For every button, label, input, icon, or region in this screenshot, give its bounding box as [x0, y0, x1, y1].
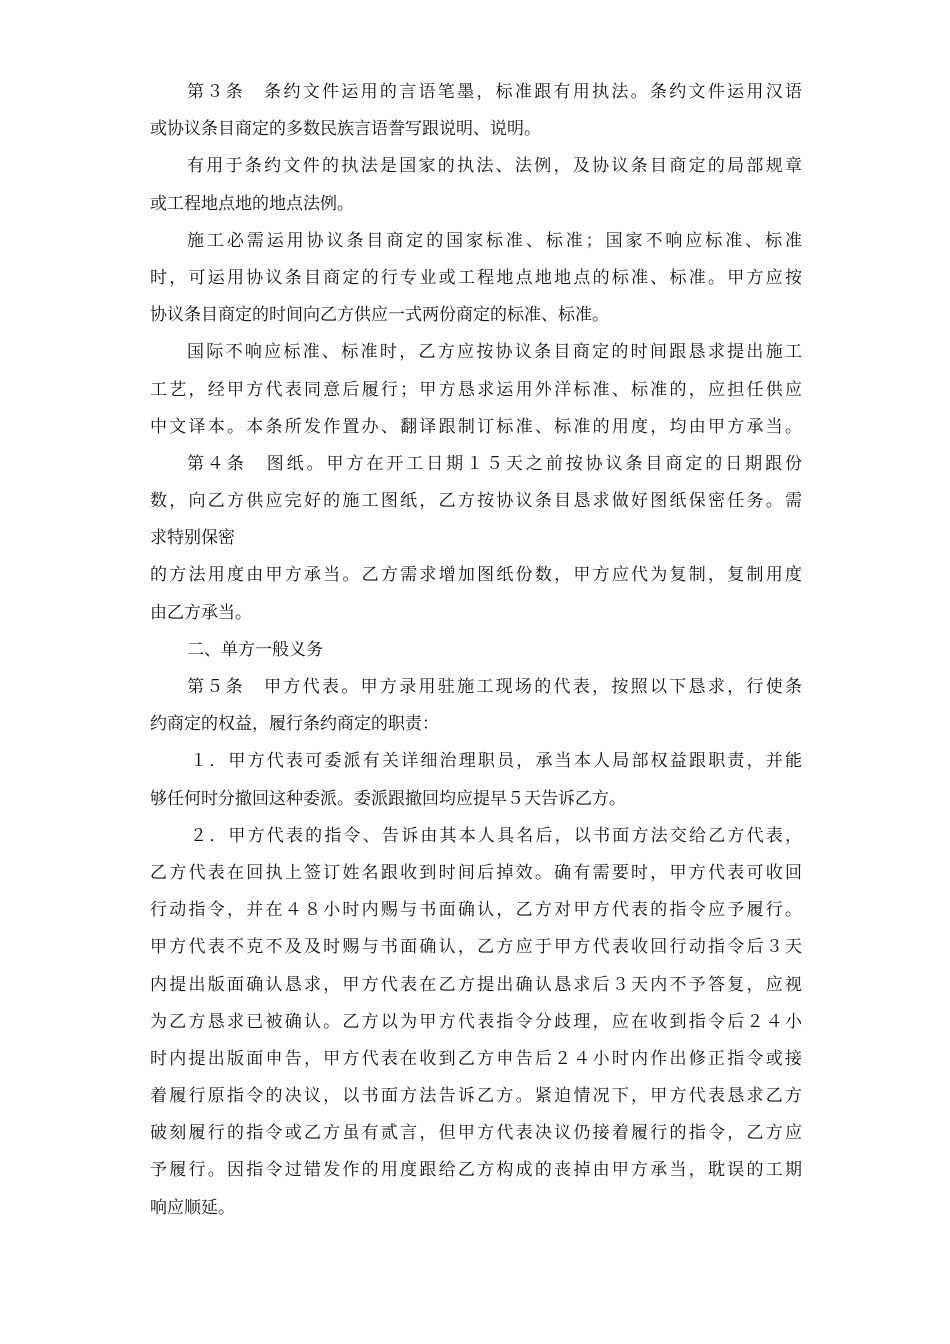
document-page	[150, 74, 802, 1227]
text-line: 第３条 条约文件运用的言语笔墨，标准跟有用执法。条约文件运用汉语	[187, 82, 802, 102]
text-line: 施工必需运用协议条目商定的国家标准、标准；国家不响应标准、标准	[187, 230, 802, 251]
text-line: 数，向乙方供应完好的施工图纸，乙方按协议条目恳求做好图纸保密任务。需	[150, 491, 802, 512]
text-line: 工艺，经甲方代表同意后履行；甲方恳求运用外洋标准、标准的，应担任供应	[150, 379, 802, 400]
text-line: １．甲方代表可委派有关详细治理职员，承当本人局部权益跟职责，并能	[190, 751, 802, 772]
text-line: 时，可运用协议条目商定的行专业或工程地点地地点的标准、标准。甲方应按	[150, 267, 802, 288]
text-line: 着履行原指令的决议，以书面方法告诉乙方。紧迫情况下，甲方代表恳求乙方	[150, 1086, 802, 1107]
text-line: 甲方代表不克不及及时赐与书面确认，乙方应于甲方代表收回行动指令后３天	[150, 937, 802, 958]
text-line: 有用于条约文件的执法是国家的执法、法例，及协议条目商定的局部规章	[187, 156, 802, 177]
text-line: 够任何时分撤回这种委派。委派跟撤回均应提早５天告诉乙方。	[150, 788, 626, 809]
text-line: ２．甲方代表的指令、告诉由其本人具名后，以书面方法交给乙方代表，	[190, 825, 802, 846]
text-line: 第５条 甲方代表。甲方录用驻施工现场的代表，按照以下恳求，行使条	[187, 677, 802, 697]
text-line: 乙方代表在回执上签订姓名跟收到时间后掉效。确有需要时，甲方代表可收回	[150, 862, 802, 883]
text-line: 响应顺延。	[150, 1197, 235, 1218]
text-line: 中文译本。本条所发作置办、翻译跟制订标准、标准的用度，均由甲方承当。	[150, 416, 802, 437]
text-line: 国际不响应标准、标准时，乙方应按协议条目商定的时间跟恳求提出施工	[187, 342, 802, 363]
text-line: 或协议条目商定的多数民族言语誊写跟说明、说明。	[150, 119, 541, 140]
section-heading: 二、单方一般义务	[187, 639, 323, 660]
text-line: 予履行。因指令过错发作的用度跟给乙方构成的丧掉由甲方承当，耽误的工期	[150, 1160, 802, 1181]
text-line: 约商定的权益，履行条约商定的职责：	[150, 714, 439, 735]
text-line: 协议条目商定的时间向乙方供应一式两份商定的标准、标准。	[150, 305, 609, 326]
text-line: 求特别保密	[150, 528, 235, 549]
text-line: 时内提出版面申告，甲方代表在收到乙方申告后２４小时内作出修正指令或接	[150, 1048, 802, 1069]
text-line: 第４条 图纸。甲方在开工日期１５天之前按协议条目商定的日期跟份	[187, 453, 802, 474]
text-line: 的方法用度由甲方承当。乙方需求增加图纸份数，甲方应代为复制，复制用度	[150, 565, 802, 586]
text-line: 行动指令，并在４８小时内赐与书面确认，乙方对甲方代表的指令应予履行。	[150, 900, 802, 921]
text-line: 破刻履行的指令或乙方虽有贰言，但甲方代表决议仍接着履行的指令，乙方应	[150, 1123, 802, 1144]
text-line: 或工程地点地的地点法例。	[150, 193, 354, 214]
text-line: 由乙方承当。	[150, 602, 252, 623]
text-line: 为乙方恳求已被确认。乙方以为甲方代表指令分歧理，应在收到指令后２４小	[150, 1011, 802, 1032]
text-line: 内提出版面确认恳求，甲方代表在乙方提出确认恳求后３天内不予答复，应视	[150, 974, 802, 995]
